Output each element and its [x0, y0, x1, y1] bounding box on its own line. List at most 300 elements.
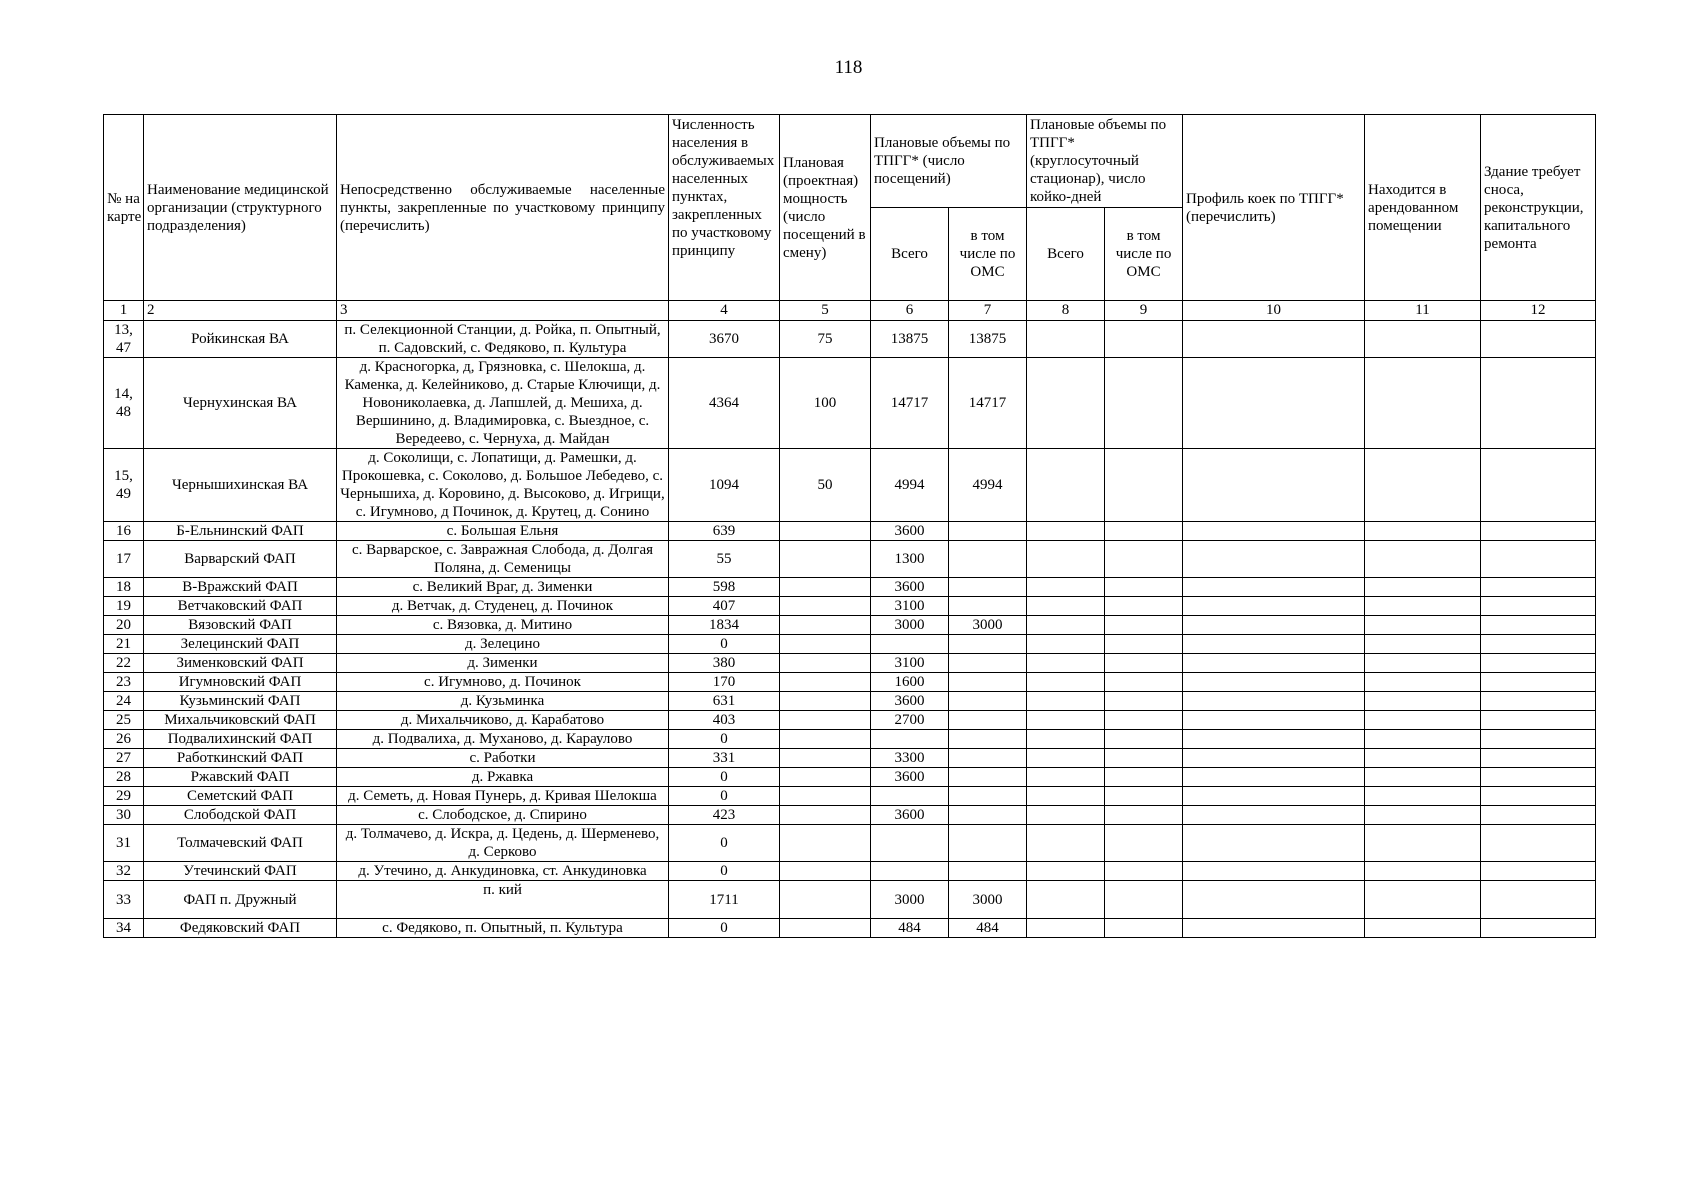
population-cell: 380: [669, 654, 780, 673]
map-number-cell: 15, 49: [104, 449, 144, 522]
organization-cell: Варварский ФАП: [144, 541, 337, 578]
hospital-oms-cell: [1105, 806, 1183, 825]
rented-cell: [1365, 806, 1481, 825]
table-row: [104, 616, 1596, 635]
building-state-cell: [1481, 578, 1596, 597]
column-number: 9: [1105, 301, 1183, 321]
population-cell: 170: [669, 673, 780, 692]
rented-cell: [1365, 787, 1481, 806]
table-row: [104, 749, 1596, 768]
hospital-oms-cell: [1105, 449, 1183, 522]
column-number: 8: [1027, 301, 1105, 321]
building-state-cell: [1481, 616, 1596, 635]
visits-total-cell: 2700: [871, 711, 949, 730]
rented-cell: [1365, 597, 1481, 616]
bed-profile-cell: [1183, 635, 1365, 654]
table-row: [104, 768, 1596, 787]
hospital-total-cell: [1027, 635, 1105, 654]
hospital-total-cell: [1027, 881, 1105, 919]
capacity-cell: [780, 616, 871, 635]
building-state-cell: [1481, 449, 1596, 522]
table-row: [104, 673, 1596, 692]
visits-total-cell: 3000: [871, 616, 949, 635]
bed-profile-cell: [1183, 787, 1365, 806]
capacity-cell: [780, 749, 871, 768]
hospital-oms-cell: [1105, 321, 1183, 358]
building-state-cell: [1481, 749, 1596, 768]
settlements-cell: с. Слободское, д. Спирино: [337, 806, 669, 825]
map-number-cell: 23: [104, 673, 144, 692]
population-cell: 639: [669, 522, 780, 541]
capacity-cell: [780, 881, 871, 919]
organization-cell: Чернышихинская ВА: [144, 449, 337, 522]
hospital-oms-cell: [1105, 522, 1183, 541]
visits-oms-cell: [949, 768, 1027, 787]
capacity-cell: [780, 654, 871, 673]
organization-cell: Б-Ельнинский ФАП: [144, 522, 337, 541]
population-cell: 331: [669, 749, 780, 768]
hospital-oms-cell: [1105, 578, 1183, 597]
capacity-cell: [780, 768, 871, 787]
building-state-cell: [1481, 730, 1596, 749]
population-cell: 403: [669, 711, 780, 730]
table-row: [104, 358, 1596, 449]
visits-total-cell: 3300: [871, 749, 949, 768]
settlements-cell: д. Зелецино: [337, 635, 669, 654]
table-row: [104, 321, 1596, 358]
rented-cell: [1365, 449, 1481, 522]
building-state-cell: [1481, 711, 1596, 730]
organization-cell: Ройкинская ВА: [144, 321, 337, 358]
visits-total-cell: 3600: [871, 522, 949, 541]
bed-profile-cell: [1183, 749, 1365, 768]
hospital-total-cell: [1027, 541, 1105, 578]
bed-profile-cell: [1183, 616, 1365, 635]
hospital-total-cell: [1027, 749, 1105, 768]
hospital-total-cell: [1027, 711, 1105, 730]
rented-cell: [1365, 541, 1481, 578]
map-number-cell: 27: [104, 749, 144, 768]
population-cell: 423: [669, 806, 780, 825]
building-state-cell: [1481, 862, 1596, 881]
rented-cell: [1365, 654, 1481, 673]
visits-total-cell: 1300: [871, 541, 949, 578]
map-number-cell: 26: [104, 730, 144, 749]
table-row: [104, 597, 1596, 616]
map-number-cell: 29: [104, 787, 144, 806]
bed-profile-cell: [1183, 673, 1365, 692]
population-cell: 631: [669, 692, 780, 711]
facilities-table: [103, 114, 1596, 938]
building-state-cell: [1481, 768, 1596, 787]
hospital-oms-cell: [1105, 541, 1183, 578]
hospital-total-cell: [1027, 730, 1105, 749]
visits-total-cell: 484: [871, 919, 949, 938]
map-number-cell: 14, 48: [104, 358, 144, 449]
bed-profile-cell: [1183, 597, 1365, 616]
header-hospital-total: Всего: [1027, 208, 1105, 301]
visits-total-cell: 3100: [871, 597, 949, 616]
hospital-total-cell: [1027, 806, 1105, 825]
column-number: 1: [104, 301, 144, 321]
hospital-total-cell: [1027, 768, 1105, 787]
organization-cell: В-Вражский ФАП: [144, 578, 337, 597]
column-number-row: [104, 301, 1596, 321]
visits-total-cell: [871, 862, 949, 881]
visits-oms-cell: [949, 635, 1027, 654]
organization-cell: Игумновский ФАП: [144, 673, 337, 692]
population-cell: 0: [669, 730, 780, 749]
visits-oms-cell: [949, 711, 1027, 730]
table-row: [104, 635, 1596, 654]
table-row: [104, 692, 1596, 711]
header-settlements: Непосредственно обслуживаемые населенные пункты, закрепленные по участковому принципу (перечислить): [337, 115, 669, 301]
capacity-cell: [780, 806, 871, 825]
bed-profile-cell: [1183, 358, 1365, 449]
map-number-cell: 30: [104, 806, 144, 825]
hospital-oms-cell: [1105, 825, 1183, 862]
map-number-cell: 34: [104, 919, 144, 938]
settlements-cell: с. Вязовка, д. Митино: [337, 616, 669, 635]
population-cell: 0: [669, 862, 780, 881]
building-state-cell: [1481, 673, 1596, 692]
settlements-cell: с. Великий Враг, д. Зименки: [337, 578, 669, 597]
capacity-cell: 50: [780, 449, 871, 522]
capacity-cell: [780, 919, 871, 938]
building-state-cell: [1481, 597, 1596, 616]
bed-profile-cell: [1183, 692, 1365, 711]
header-population: Численность населения в обслуживаемых населенных пунктах, закрепленных по участковому принципу: [669, 115, 780, 301]
rented-cell: [1365, 919, 1481, 938]
visits-oms-cell: [949, 825, 1027, 862]
bed-profile-cell: [1183, 825, 1365, 862]
header-planned-visits: Плановые объемы по ТПГГ* (число посещений): [871, 115, 1027, 208]
header-map-number: № на карте: [104, 115, 144, 301]
population-cell: 4364: [669, 358, 780, 449]
visits-oms-cell: [949, 522, 1027, 541]
capacity-cell: [780, 541, 871, 578]
building-state-cell: [1481, 692, 1596, 711]
settlements-cell: д. Толмачево, д. Искра, д. Цедень, д. Шерменево, д. Серково: [337, 825, 669, 862]
settlements-cell: д. Утечино, д. Анкудиновка, ст. Анкудиновка: [337, 862, 669, 881]
page-number: 118: [834, 57, 863, 78]
visits-oms-cell: [949, 787, 1027, 806]
visits-total-cell: 3600: [871, 768, 949, 787]
visits-oms-cell: 484: [949, 919, 1027, 938]
capacity-cell: [780, 673, 871, 692]
settlements-cell: д. Соколищи, с. Лопатищи, д. Рамешки, д. Прокошевка, с. Соколово, д. Большое Лебедево, с. Чернышиха, д. Коровино, д. Высоково, д. Игрищи, с. Игумново, д Починок, д. Крутец, д. Сонино: [337, 449, 669, 522]
population-cell: 3670: [669, 321, 780, 358]
hospital-oms-cell: [1105, 358, 1183, 449]
organization-cell: Ветчаковский ФАП: [144, 597, 337, 616]
visits-oms-cell: 3000: [949, 881, 1027, 919]
column-number: 11: [1365, 301, 1481, 321]
visits-oms-cell: [949, 654, 1027, 673]
map-number-cell: 31: [104, 825, 144, 862]
table-row: [104, 541, 1596, 578]
map-number-cell: 33: [104, 881, 144, 919]
capacity-cell: [780, 597, 871, 616]
hospital-total-cell: [1027, 449, 1105, 522]
table-row: [104, 449, 1596, 522]
map-number-cell: 25: [104, 711, 144, 730]
building-state-cell: [1481, 635, 1596, 654]
rented-cell: [1365, 616, 1481, 635]
table-row: [104, 825, 1596, 862]
rented-cell: [1365, 749, 1481, 768]
hospital-total-cell: [1027, 578, 1105, 597]
rented-cell: [1365, 635, 1481, 654]
header-visits-total: Всего: [871, 208, 949, 301]
building-state-cell: [1481, 541, 1596, 578]
hospital-oms-cell: [1105, 919, 1183, 938]
rented-cell: [1365, 692, 1481, 711]
hospital-oms-cell: [1105, 616, 1183, 635]
map-number-cell: 13, 47: [104, 321, 144, 358]
population-cell: 598: [669, 578, 780, 597]
visits-total-cell: 1600: [871, 673, 949, 692]
visits-total-cell: 3600: [871, 578, 949, 597]
rented-cell: [1365, 825, 1481, 862]
organization-cell: Ржавский ФАП: [144, 768, 337, 787]
building-state-cell: [1481, 522, 1596, 541]
table-row: [104, 730, 1596, 749]
hospital-oms-cell: [1105, 711, 1183, 730]
building-state-cell: [1481, 358, 1596, 449]
settlements-cell: с. Работки: [337, 749, 669, 768]
building-state-cell: [1481, 654, 1596, 673]
capacity-cell: [780, 692, 871, 711]
capacity-cell: [780, 862, 871, 881]
visits-total-cell: 13875: [871, 321, 949, 358]
bed-profile-cell: [1183, 321, 1365, 358]
header-organization: Наименование медицинской организации (структурного подразделения): [144, 115, 337, 301]
capacity-cell: [780, 711, 871, 730]
hospital-total-cell: [1027, 673, 1105, 692]
hospital-total-cell: [1027, 787, 1105, 806]
column-number: 5: [780, 301, 871, 321]
settlements-cell: д. Семеть, д. Новая Пунерь, д. Кривая Шелокша: [337, 787, 669, 806]
organization-cell: Слободской ФАП: [144, 806, 337, 825]
bed-profile-cell: [1183, 881, 1365, 919]
capacity-cell: [780, 578, 871, 597]
settlements-cell: с. Игумново, д. Починок: [337, 673, 669, 692]
hospital-oms-cell: [1105, 787, 1183, 806]
settlements-cell: д. Ржавка: [337, 768, 669, 787]
organization-cell: Михальчиковский ФАП: [144, 711, 337, 730]
visits-oms-cell: 3000: [949, 616, 1027, 635]
hospital-oms-cell: [1105, 881, 1183, 919]
rented-cell: [1365, 522, 1481, 541]
rented-cell: [1365, 862, 1481, 881]
header-visits-oms: в том числе по ОМС: [949, 208, 1027, 301]
capacity-cell: [780, 825, 871, 862]
column-number: 2: [144, 301, 337, 321]
column-number: 6: [871, 301, 949, 321]
settlements-cell: п. кий: [337, 881, 669, 919]
table-row: [104, 522, 1596, 541]
map-number-cell: 22: [104, 654, 144, 673]
hospital-total-cell: [1027, 654, 1105, 673]
settlements-cell: с. Большая Ельня: [337, 522, 669, 541]
rented-cell: [1365, 358, 1481, 449]
table-row: [104, 881, 1596, 919]
visits-total-cell: [871, 730, 949, 749]
visits-oms-cell: [949, 578, 1027, 597]
organization-cell: Чернухинская ВА: [144, 358, 337, 449]
population-cell: 0: [669, 635, 780, 654]
population-cell: 55: [669, 541, 780, 578]
settlements-cell: п. Селекционной Станции, д. Ройка, п. Опытный, п. Садовский, с. Федяково, п. Культура: [337, 321, 669, 358]
hospital-oms-cell: [1105, 692, 1183, 711]
building-state-cell: [1481, 321, 1596, 358]
hospital-total-cell: [1027, 321, 1105, 358]
bed-profile-cell: [1183, 522, 1365, 541]
organization-cell: Зелецинский ФАП: [144, 635, 337, 654]
organization-cell: Подвалихинский ФАП: [144, 730, 337, 749]
capacity-cell: [780, 787, 871, 806]
bed-profile-cell: [1183, 578, 1365, 597]
map-number-cell: 24: [104, 692, 144, 711]
header-rented: Находится в арендованном помещении: [1365, 115, 1481, 301]
organization-cell: Федяковский ФАП: [144, 919, 337, 938]
bed-profile-cell: [1183, 711, 1365, 730]
map-number-cell: 28: [104, 768, 144, 787]
visits-oms-cell: 4994: [949, 449, 1027, 522]
bed-profile-cell: [1183, 654, 1365, 673]
map-number-cell: 20: [104, 616, 144, 635]
visits-total-cell: [871, 825, 949, 862]
visits-total-cell: 14717: [871, 358, 949, 449]
organization-cell: Семетский ФАП: [144, 787, 337, 806]
settlements-cell: д. Михальчиково, д. Карабатово: [337, 711, 669, 730]
settlements-cell: д. Ветчак, д. Студенец, д. Починок: [337, 597, 669, 616]
column-number: 10: [1183, 301, 1365, 321]
hospital-oms-cell: [1105, 654, 1183, 673]
bed-profile-cell: [1183, 919, 1365, 938]
building-state-cell: [1481, 806, 1596, 825]
capacity-cell: [780, 730, 871, 749]
organization-cell: Зименковский ФАП: [144, 654, 337, 673]
organization-cell: Работкинский ФАП: [144, 749, 337, 768]
hospital-oms-cell: [1105, 730, 1183, 749]
table-row: [104, 578, 1596, 597]
building-state-cell: [1481, 919, 1596, 938]
visits-oms-cell: [949, 673, 1027, 692]
map-number-cell: 17: [104, 541, 144, 578]
visits-total-cell: [871, 635, 949, 654]
rented-cell: [1365, 881, 1481, 919]
rented-cell: [1365, 730, 1481, 749]
population-cell: 0: [669, 919, 780, 938]
visits-oms-cell: 13875: [949, 321, 1027, 358]
hospital-oms-cell: [1105, 862, 1183, 881]
visits-total-cell: [871, 787, 949, 806]
table-row: [104, 919, 1596, 938]
table-row: [104, 806, 1596, 825]
visits-total-cell: 4994: [871, 449, 949, 522]
hospital-total-cell: [1027, 692, 1105, 711]
visits-total-cell: 3600: [871, 806, 949, 825]
visits-oms-cell: 14717: [949, 358, 1027, 449]
visits-total-cell: 3600: [871, 692, 949, 711]
map-number-cell: 18: [104, 578, 144, 597]
settlements-cell: д. Кузьминка: [337, 692, 669, 711]
settlements-cell: с. Федяково, п. Опытный, п. Культура: [337, 919, 669, 938]
hospital-oms-cell: [1105, 635, 1183, 654]
visits-oms-cell: [949, 541, 1027, 578]
table-row: [104, 711, 1596, 730]
population-cell: 1834: [669, 616, 780, 635]
hospital-total-cell: [1027, 522, 1105, 541]
building-state-cell: [1481, 787, 1596, 806]
population-cell: 0: [669, 787, 780, 806]
table-body: [104, 321, 1596, 938]
column-number: 4: [669, 301, 780, 321]
hospital-total-cell: [1027, 358, 1105, 449]
rented-cell: [1365, 321, 1481, 358]
population-cell: 1094: [669, 449, 780, 522]
organization-cell: Толмачевский ФАП: [144, 825, 337, 862]
map-number-cell: 32: [104, 862, 144, 881]
bed-profile-cell: [1183, 806, 1365, 825]
rented-cell: [1365, 578, 1481, 597]
organization-cell: Кузьминский ФАП: [144, 692, 337, 711]
hospital-total-cell: [1027, 616, 1105, 635]
map-number-cell: 21: [104, 635, 144, 654]
column-number: 12: [1481, 301, 1596, 321]
table-row: [104, 787, 1596, 806]
building-state-cell: [1481, 881, 1596, 919]
visits-oms-cell: [949, 806, 1027, 825]
hospital-oms-cell: [1105, 749, 1183, 768]
bed-profile-cell: [1183, 768, 1365, 787]
table-row: [104, 862, 1596, 881]
table-row: [104, 654, 1596, 673]
visits-oms-cell: [949, 597, 1027, 616]
building-state-cell: [1481, 825, 1596, 862]
visits-total-cell: 3000: [871, 881, 949, 919]
population-cell: 407: [669, 597, 780, 616]
population-cell: 0: [669, 768, 780, 787]
header-building-state: Здание требует сноса, реконструкции, капитального ремонта: [1481, 115, 1596, 301]
hospital-oms-cell: [1105, 768, 1183, 787]
hospital-total-cell: [1027, 919, 1105, 938]
hospital-total-cell: [1027, 825, 1105, 862]
settlements-cell: с. Варварское, с. Завражная Слобода, д. Долгая Поляна, д. Семеницы: [337, 541, 669, 578]
capacity-cell: 100: [780, 358, 871, 449]
visits-oms-cell: [949, 692, 1027, 711]
hospital-oms-cell: [1105, 597, 1183, 616]
visits-oms-cell: [949, 862, 1027, 881]
bed-profile-cell: [1183, 449, 1365, 522]
organization-cell: ФАП п. Дружный: [144, 881, 337, 919]
hospital-total-cell: [1027, 597, 1105, 616]
header-capacity: Плановая (проектная) мощность (число посещений в смену): [780, 115, 871, 301]
capacity-cell: [780, 522, 871, 541]
bed-profile-cell: [1183, 862, 1365, 881]
header-hospital-oms: в том числе по ОМС: [1105, 208, 1183, 301]
visits-oms-cell: [949, 749, 1027, 768]
map-number-cell: 16: [104, 522, 144, 541]
header-planned-hospital: Плановые объемы по ТПГГ* (круглосуточный стационар), число койко-дней: [1027, 115, 1183, 208]
rented-cell: [1365, 673, 1481, 692]
visits-total-cell: 3100: [871, 654, 949, 673]
table-header: [104, 115, 1596, 321]
settlements-cell: д. Подвалиха, д. Муханово, д. Караулово: [337, 730, 669, 749]
rented-cell: [1365, 768, 1481, 787]
population-cell: 0: [669, 825, 780, 862]
